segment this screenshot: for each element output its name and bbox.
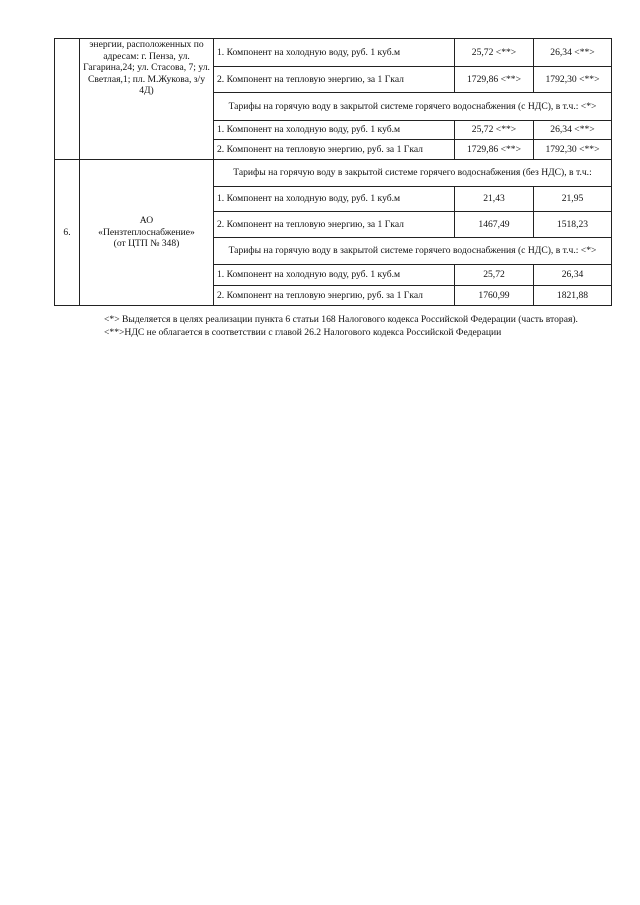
tariff-value-period2: 26,34 <**> (534, 39, 612, 67)
tariff-value-period2: 1821,88 (534, 286, 612, 306)
tariff-group-heading: Тарифы на горячую воду в закрытой системе горячего водоснабжения (без НДС), в т.ч.: (214, 160, 612, 187)
tariff-value-period1: 25,72 (455, 265, 534, 286)
component-name: 1. Компонент на холодную воду, руб. 1 куб.м (214, 39, 455, 67)
tariff-value-period2: 26,34 (534, 265, 612, 286)
component-name: 2. Компонент на тепловую энергию, за 1 Гкал (214, 212, 455, 238)
tariff-value-period1: 1729,86 <**> (455, 67, 534, 93)
tariff-value-period2: 1518,23 (534, 212, 612, 238)
tariff-value-period2: 1792,30 <**> (534, 67, 612, 93)
organization-type: АО (139, 215, 154, 227)
organization-source: (от ЦТП № 348) (113, 238, 180, 250)
tariff-value-period2: 26,34 <**> (534, 121, 612, 140)
table-row (55, 160, 612, 187)
tariff-group-heading: Тарифы на горячую воду в закрытой системе горячего водоснабжения (с НДС), в т.ч.: <*> (214, 93, 612, 121)
component-name: 1. Компонент на холодную воду, руб. 1 куб.м (214, 187, 455, 212)
component-name: 1. Компонент на холодную воду, руб. 1 куб.м (214, 265, 455, 286)
tariff-value-period1: 1729,86 <**> (455, 140, 534, 160)
tariff-value-period2: 21,95 (534, 187, 612, 212)
tariff-value-period1: 21,43 (455, 187, 534, 212)
component-name: 1. Компонент на холодную воду, руб. 1 куб.м (214, 121, 455, 140)
organization-cell: энергии, расположенных по адресам: г. Пенза, ул. Гагарина,24; ул. Стасова, 7; ул. Светлая,1; пл. М.Жукова, з/у 4Д) (80, 39, 214, 160)
tariff-value-period1: 25,72 <**> (455, 121, 534, 140)
organization-cell (80, 160, 214, 306)
component-name: 2. Компонент на тепловую энергию, за 1 Гкал (214, 67, 455, 93)
tariff-value-period1: 1467,49 (455, 212, 534, 238)
tariff-group-heading: Тарифы на горячую воду в закрытой системе горячего водоснабжения (с НДС), в т.ч.: <*> (214, 238, 612, 265)
organization-name: «Пензтеплоснабжение» (98, 226, 195, 238)
component-name: 2. Компонент на тепловую энергию, руб. за 1 Гкал (214, 140, 455, 160)
tariff-value-period2: 1792,30 <**> (534, 140, 612, 160)
footnote-vat-exempt: <**>НДС не облагается в соответствии с главой 26.2 Налогового кодекса Российской Федерации (104, 327, 502, 338)
tariff-value-period1: 25,72 <**> (455, 39, 534, 67)
tariff-value-period1: 1760,99 (455, 286, 534, 306)
row-number-cell: 6. (55, 160, 80, 306)
row-number-cell (55, 39, 80, 160)
table-row (55, 39, 612, 67)
tariff-table (54, 38, 612, 306)
component-name: 2. Компонент на тепловую энергию, руб. за 1 Гкал (214, 286, 455, 306)
footnotes (59, 313, 610, 339)
footnote-vat-allocation: <*> Выделяется в целях реализации пункта 6 статьи 168 Налогового кодекса Российской Федерации (часть вторая). (104, 314, 578, 325)
